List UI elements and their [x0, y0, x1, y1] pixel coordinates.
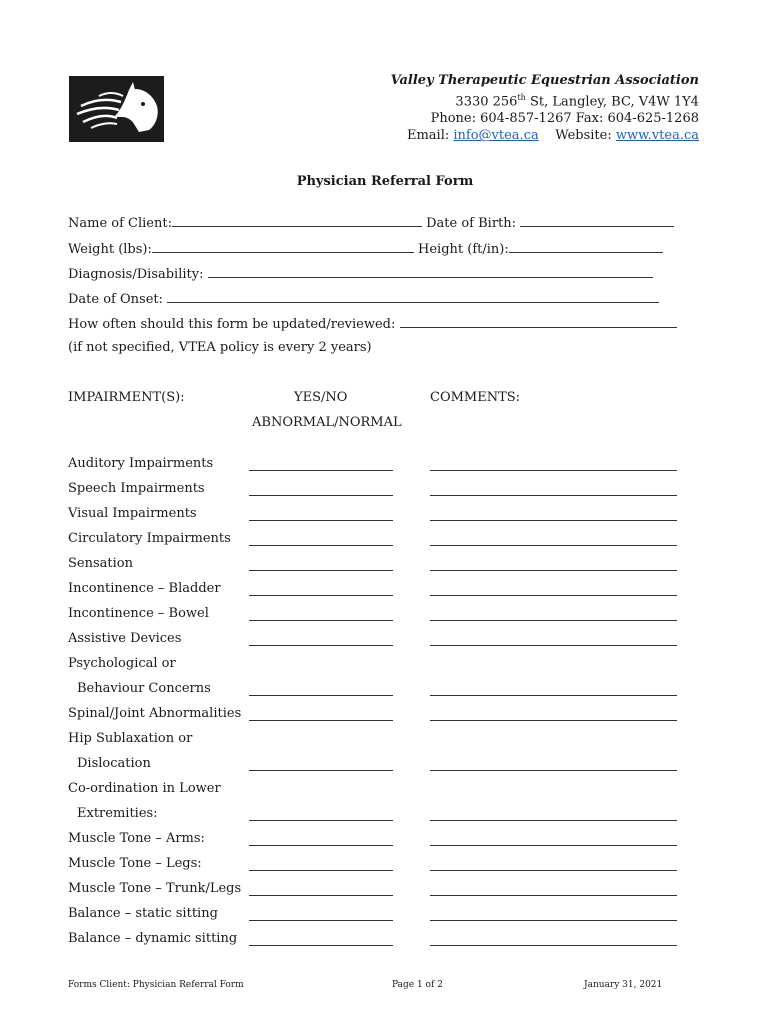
- impairment-label: Incontinence – Bladder: [68, 581, 221, 596]
- client-name-row: Name of Client: Date of Birth:: [68, 214, 674, 231]
- client-name-field[interactable]: [172, 214, 422, 227]
- height-field[interactable]: [509, 240, 663, 253]
- comments-blank[interactable]: [430, 545, 677, 546]
- policy-note: (if not specified, VTEA policy is every 2 years): [68, 340, 372, 355]
- comments-blank[interactable]: [430, 895, 677, 896]
- organization-header: [391, 72, 699, 144]
- impairment-label: Extremities:: [77, 806, 158, 821]
- yes-no-blank[interactable]: [249, 945, 393, 946]
- yes-no-blank[interactable]: [249, 545, 393, 546]
- impairment-label: Psychological or: [68, 656, 176, 671]
- comments-blank[interactable]: [430, 820, 677, 821]
- comments-blank[interactable]: [430, 620, 677, 621]
- impairment-label: Visual Impairments: [68, 506, 197, 521]
- footer-page-number: Page 1 of 2: [392, 980, 443, 990]
- yes-no-blank[interactable]: [249, 520, 393, 521]
- impairment-label: Dislocation: [77, 756, 151, 771]
- yes-no-header: YES/NO: [294, 390, 348, 405]
- form-title: Physician Referral Form: [296, 174, 474, 189]
- diagnosis-field[interactable]: [208, 265, 653, 278]
- org-address: 3330 256th St, Langley, BC, V4W 1Y4: [455, 93, 699, 110]
- impairment-label: Speech Impairments: [68, 481, 205, 496]
- date-of-birth-field[interactable]: [520, 214, 674, 227]
- yes-no-blank[interactable]: [249, 720, 393, 721]
- yes-no-blank[interactable]: [249, 770, 393, 771]
- diagnosis-row: Diagnosis/Disability:: [68, 265, 653, 282]
- comments-blank[interactable]: [430, 870, 677, 871]
- impairment-label: Muscle Tone – Arms:: [68, 831, 205, 846]
- impairment-label: Co-ordination in Lower: [68, 781, 221, 796]
- comments-blank[interactable]: [430, 595, 677, 596]
- impairment-label: Muscle Tone – Trunk/Legs: [68, 881, 242, 896]
- vtea-logo: [69, 76, 164, 142]
- impairment-label: Muscle Tone – Legs:: [68, 856, 202, 871]
- impairment-label: Assistive Devices: [68, 631, 182, 646]
- comments-blank[interactable]: [430, 495, 677, 496]
- impairment-label: Balance – static sitting: [68, 906, 218, 921]
- comments-blank[interactable]: [430, 695, 677, 696]
- yes-no-blank[interactable]: [249, 595, 393, 596]
- website-link[interactable]: www.vtea.ca: [615, 128, 699, 144]
- yes-no-blank[interactable]: [249, 495, 393, 496]
- yes-no-blank[interactable]: [249, 570, 393, 571]
- weight-field[interactable]: [152, 240, 414, 253]
- comments-blank[interactable]: [430, 645, 677, 646]
- comments-blank[interactable]: [430, 845, 677, 846]
- abnormal-normal-header: ABNORMAL/NORMAL: [252, 415, 402, 430]
- org-contact: Email: info@vtea.ca Website: www.vtea.ca: [406, 128, 699, 144]
- impairment-label: Hip Sublaxation or: [68, 731, 193, 746]
- date-of-onset-field[interactable]: [167, 290, 659, 303]
- comments-blank[interactable]: [430, 570, 677, 571]
- impairment-label: Spinal/Joint Abnormalities: [68, 706, 242, 721]
- impairment-label: Incontinence – Bowel: [68, 606, 209, 621]
- comments-blank[interactable]: [430, 720, 677, 721]
- impairment-label: Auditory Impairments: [68, 456, 214, 471]
- footer-date: January 31, 2021: [584, 980, 663, 990]
- org-phone-fax: Phone: 604-857-1267 Fax: 604-625-1268: [430, 111, 699, 127]
- horse-head-icon: [69, 76, 164, 142]
- impairment-label: Behaviour Concerns: [77, 681, 211, 696]
- comments-blank[interactable]: [430, 470, 677, 471]
- org-name: Valley Therapeutic Equestrian Association: [390, 73, 699, 88]
- yes-no-blank[interactable]: [249, 870, 393, 871]
- footer-form-name: Forms Client: Physician Referral Form: [68, 980, 244, 990]
- yes-no-blank[interactable]: [249, 845, 393, 846]
- comments-blank[interactable]: [430, 770, 677, 771]
- update-frequency-row: How often should this form be updated/reviewed:: [68, 315, 677, 332]
- impairment-label: Balance – dynamic sitting: [68, 931, 238, 946]
- comments-header: COMMENTS:: [430, 390, 521, 405]
- onset-row: Date of Onset:: [68, 290, 659, 307]
- yes-no-blank[interactable]: [249, 645, 393, 646]
- yes-no-blank[interactable]: [249, 695, 393, 696]
- comments-blank[interactable]: [430, 945, 677, 946]
- comments-blank[interactable]: [430, 520, 677, 521]
- impairment-header: IMPAIRMENT(S):: [68, 390, 185, 405]
- impairment-label: Circulatory Impairments: [68, 531, 231, 546]
- yes-no-blank[interactable]: [249, 920, 393, 921]
- email-link[interactable]: info@vtea.ca: [453, 128, 539, 144]
- comments-blank[interactable]: [430, 920, 677, 921]
- weight-height-row: Weight (lbs): Height (ft/in):: [68, 240, 663, 257]
- yes-no-blank[interactable]: [249, 470, 393, 471]
- yes-no-blank[interactable]: [249, 895, 393, 896]
- yes-no-blank[interactable]: [249, 620, 393, 621]
- impairment-label: Sensation: [68, 556, 133, 571]
- update-frequency-field[interactable]: [400, 315, 677, 328]
- yes-no-blank[interactable]: [249, 820, 393, 821]
